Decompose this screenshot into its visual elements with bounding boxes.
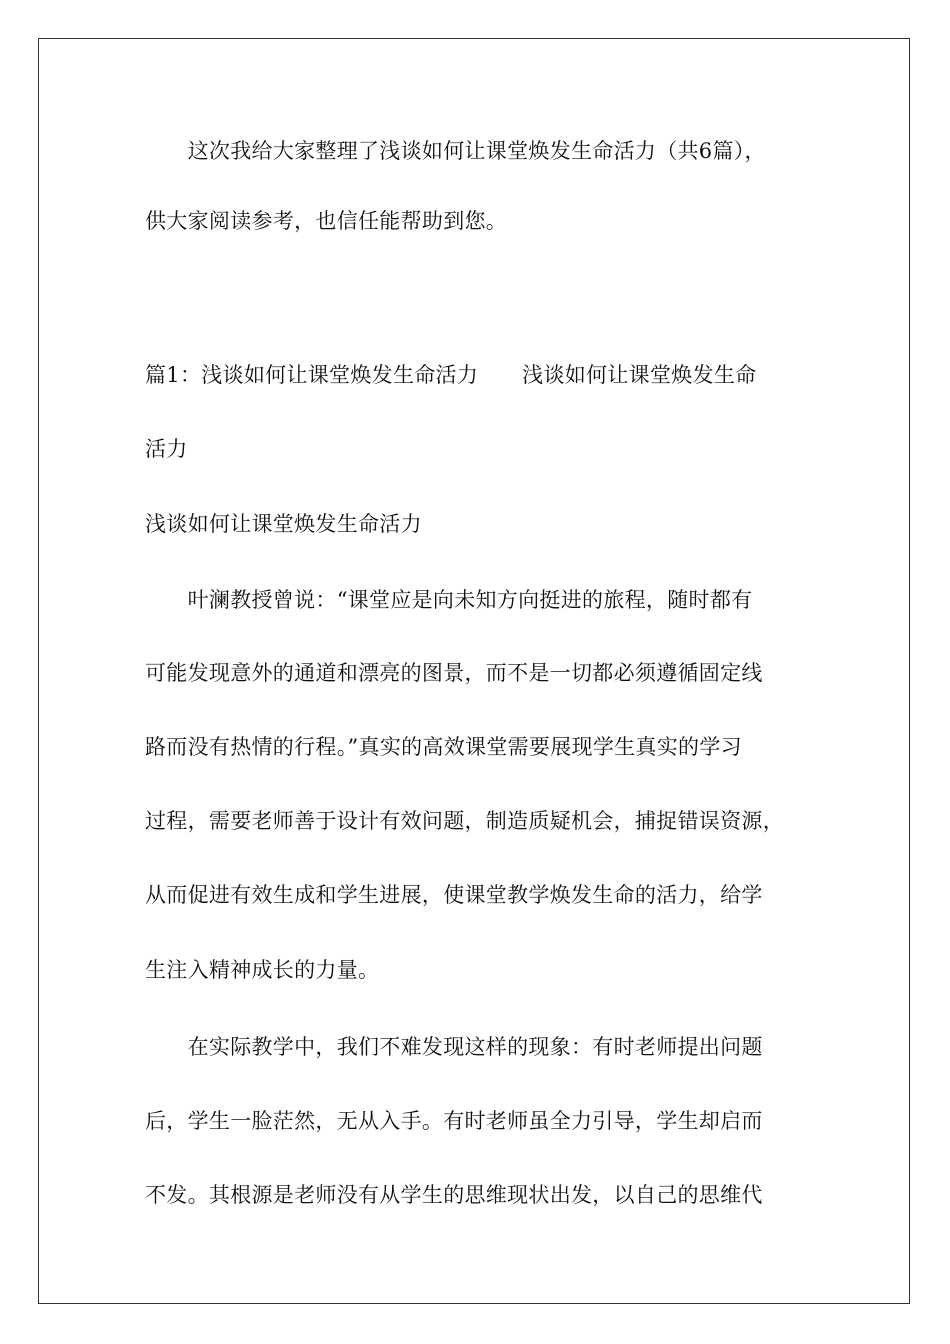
para2-line-1: 在实际教学中，我们不难发现这样的现象：有时老师提出问题 <box>145 1035 763 1059</box>
para1-line-5: 从而促进有效生成和学生进展，使课堂教学焕发生命的活力，给学 <box>145 883 763 907</box>
section-heading-title: 篇1：浅谈如何让课堂焕发生命活力 <box>145 363 479 387</box>
para1-line-2: 可能发现意外的通道和漂亮的图景，而不是一切都必须遵循固定线 <box>145 661 763 685</box>
section-heading-repeat: 浅谈如何让课堂焕发生命 <box>522 363 757 387</box>
para2-line-2: 后，学生一脸茫然，无从入手。有时老师虽全力引导，学生却启而 <box>145 1109 763 1133</box>
para1-line-6: 生注入精神成长的力量。 <box>145 958 380 982</box>
para2-line-3: 不发。其根源是老师没有从学生的思维现状出发，以自己的思维代 <box>145 1183 763 1207</box>
intro-line-2: 供大家阅读参考，也信任能帮助到您。 <box>145 209 508 233</box>
para1-line-3: 路而没有热情的行程。”真实的高效课堂需要展现学生真实的学习 <box>145 735 742 759</box>
para1-line-1: 叶澜教授曾说：“课堂应是向未知方向挺进的旅程，随时都有 <box>145 588 753 612</box>
section-heading <box>145 360 756 390</box>
para1-line-4: 过程，需要老师善于设计有效问题，制造质疑机会，捕捉错误资源， <box>145 809 784 833</box>
section-heading-continued: 活力 <box>145 437 188 461</box>
article-subtitle: 浅谈如何让课堂焕发生命活力 <box>145 512 422 536</box>
intro-line-1: 这次我给大家整理了浅谈如何让课堂焕发生命活力（共6篇）， <box>145 139 766 163</box>
